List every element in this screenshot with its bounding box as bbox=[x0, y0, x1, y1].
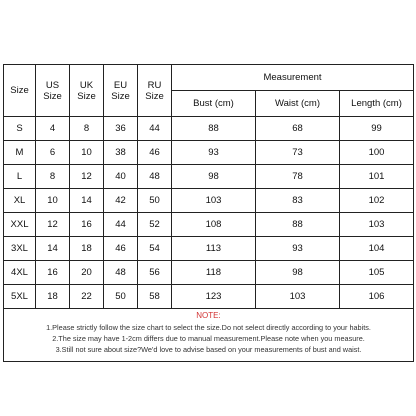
note-line-2: 2.The size may have 1-2cm differs due to manual measurement.Please note when you measure. bbox=[52, 334, 365, 343]
cell-ru: 44 bbox=[138, 117, 172, 141]
cell-length: 104 bbox=[340, 237, 414, 261]
cell-bust: 113 bbox=[172, 237, 256, 261]
cell-ru: 50 bbox=[138, 189, 172, 213]
cell-uk: 18 bbox=[70, 237, 104, 261]
cell-uk: 14 bbox=[70, 189, 104, 213]
cell-size: 5XL bbox=[4, 285, 36, 309]
cell-waist: 73 bbox=[256, 141, 340, 165]
cell-bust: 108 bbox=[172, 213, 256, 237]
table-row bbox=[4, 285, 414, 309]
cell-uk: 16 bbox=[70, 213, 104, 237]
cell-waist: 88 bbox=[256, 213, 340, 237]
cell-length: 101 bbox=[340, 165, 414, 189]
header-bust-label: Bust (cm) bbox=[193, 98, 234, 109]
cell-bust: 123 bbox=[172, 285, 256, 309]
note-line-1: 1.Please strictly follow the size chart to select the size.Do not select directly according to your habits. bbox=[46, 323, 371, 332]
cell-waist: 68 bbox=[256, 117, 340, 141]
cell-size: L bbox=[4, 165, 36, 189]
header-measurement-label: Measurement bbox=[263, 72, 322, 83]
cell-eu: 36 bbox=[104, 117, 138, 141]
cell-eu: 42 bbox=[104, 189, 138, 213]
cell-size: M bbox=[4, 141, 36, 165]
cell-eu: 50 bbox=[104, 285, 138, 309]
table-row bbox=[4, 237, 414, 261]
cell-uk: 12 bbox=[70, 165, 104, 189]
cell-bust: 118 bbox=[172, 261, 256, 285]
cell-ru: 46 bbox=[138, 141, 172, 165]
cell-us: 14 bbox=[36, 237, 70, 261]
note-row bbox=[4, 309, 414, 362]
cell-waist: 103 bbox=[256, 285, 340, 309]
table-row bbox=[4, 165, 414, 189]
header-measurement bbox=[172, 65, 414, 91]
cell-ru: 48 bbox=[138, 165, 172, 189]
header-ru-line1: RU bbox=[147, 79, 162, 91]
cell-bust: 103 bbox=[172, 189, 256, 213]
cell-size: XXL bbox=[4, 213, 36, 237]
cell-us: 6 bbox=[36, 141, 70, 165]
cell-eu: 46 bbox=[104, 237, 138, 261]
cell-length: 105 bbox=[340, 261, 414, 285]
header-uk-size bbox=[70, 65, 104, 117]
header-waist bbox=[256, 91, 340, 117]
header-bust bbox=[172, 91, 256, 117]
cell-eu: 48 bbox=[104, 261, 138, 285]
cell-size: XL bbox=[4, 189, 36, 213]
table-row bbox=[4, 213, 414, 237]
cell-eu: 44 bbox=[104, 213, 138, 237]
table-row bbox=[4, 189, 414, 213]
cell-length: 102 bbox=[340, 189, 414, 213]
cell-waist: 83 bbox=[256, 189, 340, 213]
size-chart-table bbox=[3, 64, 414, 362]
cell-us: 12 bbox=[36, 213, 70, 237]
cell-size: S bbox=[4, 117, 36, 141]
header-us-line2: Size bbox=[43, 90, 62, 102]
cell-us: 4 bbox=[36, 117, 70, 141]
header-length-label: Length (cm) bbox=[351, 98, 402, 109]
header-uk-line2: Size bbox=[77, 90, 96, 102]
cell-size: 4XL bbox=[4, 261, 36, 285]
header-us-size bbox=[36, 65, 70, 117]
cell-eu: 40 bbox=[104, 165, 138, 189]
header-ru-size bbox=[138, 65, 172, 117]
table-row bbox=[4, 117, 414, 141]
cell-us: 16 bbox=[36, 261, 70, 285]
cell-ru: 58 bbox=[138, 285, 172, 309]
cell-size: 3XL bbox=[4, 237, 36, 261]
header-uk-line1: UK bbox=[79, 79, 94, 91]
cell-length: 106 bbox=[340, 285, 414, 309]
cell-us: 10 bbox=[36, 189, 70, 213]
cell-waist: 98 bbox=[256, 261, 340, 285]
cell-ru: 52 bbox=[138, 213, 172, 237]
cell-uk: 20 bbox=[70, 261, 104, 285]
cell-us: 8 bbox=[36, 165, 70, 189]
table-row bbox=[4, 261, 414, 285]
cell-uk: 10 bbox=[70, 141, 104, 165]
header-size-label: Size bbox=[10, 85, 29, 96]
note-box bbox=[4, 309, 414, 362]
header-size bbox=[4, 65, 36, 117]
header-ru-line2: Size bbox=[145, 90, 164, 102]
cell-us: 18 bbox=[36, 285, 70, 309]
cell-length: 103 bbox=[340, 213, 414, 237]
cell-length: 99 bbox=[340, 117, 414, 141]
header-eu-line2: Size bbox=[111, 90, 130, 102]
cell-length: 100 bbox=[340, 141, 414, 165]
cell-uk: 8 bbox=[70, 117, 104, 141]
cell-eu: 38 bbox=[104, 141, 138, 165]
note-line-3: 3.Still not sure about size?We'd love to advise based on your measurements of bust and waist. bbox=[55, 345, 362, 354]
header-eu-line1: EU bbox=[113, 79, 128, 91]
cell-uk: 22 bbox=[70, 285, 104, 309]
cell-bust: 93 bbox=[172, 141, 256, 165]
note-title: NOTE: bbox=[196, 311, 221, 320]
cell-bust: 88 bbox=[172, 117, 256, 141]
header-waist-label: Waist (cm) bbox=[274, 98, 321, 109]
table-row bbox=[4, 141, 414, 165]
header-us-line1: US bbox=[45, 79, 60, 91]
cell-ru: 56 bbox=[138, 261, 172, 285]
cell-waist: 78 bbox=[256, 165, 340, 189]
cell-waist: 93 bbox=[256, 237, 340, 261]
cell-bust: 98 bbox=[172, 165, 256, 189]
header-eu-size bbox=[104, 65, 138, 117]
header-length bbox=[340, 91, 414, 117]
cell-ru: 54 bbox=[138, 237, 172, 261]
